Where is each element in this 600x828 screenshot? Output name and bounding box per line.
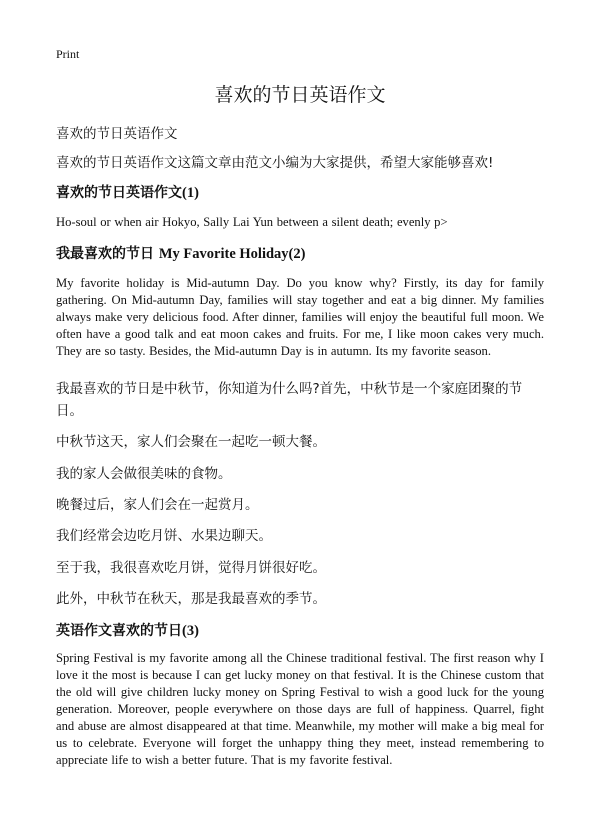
section2-cn-line-1: 我最喜欢的节日是中秋节，你知道为什么吗?首先，中秋节是一个家庭团聚的节日。 xyxy=(56,381,523,419)
section2-heading xyxy=(56,243,305,263)
section3-heading-num: (3) xyxy=(182,623,199,639)
section1-heading-cn: 喜欢的节日英语作文 xyxy=(56,185,182,201)
section3-heading xyxy=(56,620,199,640)
intro-text: 喜欢的节日英语作文这篇文章由范文小编为大家提供，希望大家能够喜欢! xyxy=(56,155,494,171)
section2-cn-line-6: 至于我，我很喜欢吃月饼，觉得月饼很好吃。 xyxy=(56,560,326,576)
section2-heading-en: My Favorite Holiday(2) xyxy=(158,246,306,262)
section1-heading-num: (1) xyxy=(182,185,199,201)
section1-heading xyxy=(56,182,199,202)
section2-heading-cn: 我最喜欢的节日 xyxy=(56,246,154,262)
subtitle: 喜欢的节日英语作文 xyxy=(56,126,178,142)
section3-text: Spring Festival is my favorite among all the Chinese traditional festival. The first reason why I love it the most is because I can get lucky money on that festival. It is the Chinese custom that the old will give children lucky money on Spring Festival to wish a good luck for the young generation. Moreover, people everywhere on those days are full of happiness. Quarrel, fight and abuse are almost disappeared at that time. Meanwhile, my mother will make a big meal for us to celebrate. Everyone will forget the unhappy thing they meet, instead remembering to appreciate life to wish a better future. That is my favorite festival. xyxy=(56,651,544,767)
section2-cn-line-7: 此外，中秋节在秋天，那是我最喜欢的季节。 xyxy=(56,591,326,607)
section2-cn-line-5: 我们经常会边吃月饼、水果边聊天。 xyxy=(56,528,272,544)
section2-cn-line-3: 我的家人会做很美味的食物。 xyxy=(56,466,232,482)
page-title: 喜欢的节日英语作文 xyxy=(214,84,386,106)
section1-text: Ho-soul or when air Hokyo, Sally Lai Yun between a silent death; evenly p> xyxy=(56,215,448,229)
section3-heading-cn: 英语作文喜欢的节日 xyxy=(56,623,182,639)
print-link[interactable]: Print xyxy=(56,47,80,61)
section2-text: My favorite holiday is Mid-autumn Day. Do you know why? Firstly, its day for family gathering. On Mid-autumn Day, families will stay together and eat a big dinner. My families always make very delicious food. After dinner, families will enjoy the beautiful full moon. We often have a good talk and eat moon cakes and fruits. For me, I like moon cakes very much. They are so tasty. Besides, the Mid-autumn Day is in autumn. Its my favorite season. xyxy=(56,276,544,358)
section2-cn-line-4: 晚餐过后，家人们会在一起赏月。 xyxy=(56,497,259,513)
section2-cn-line-2: 中秋节这天，家人们会聚在一起吃一顿大餐。 xyxy=(56,434,326,450)
